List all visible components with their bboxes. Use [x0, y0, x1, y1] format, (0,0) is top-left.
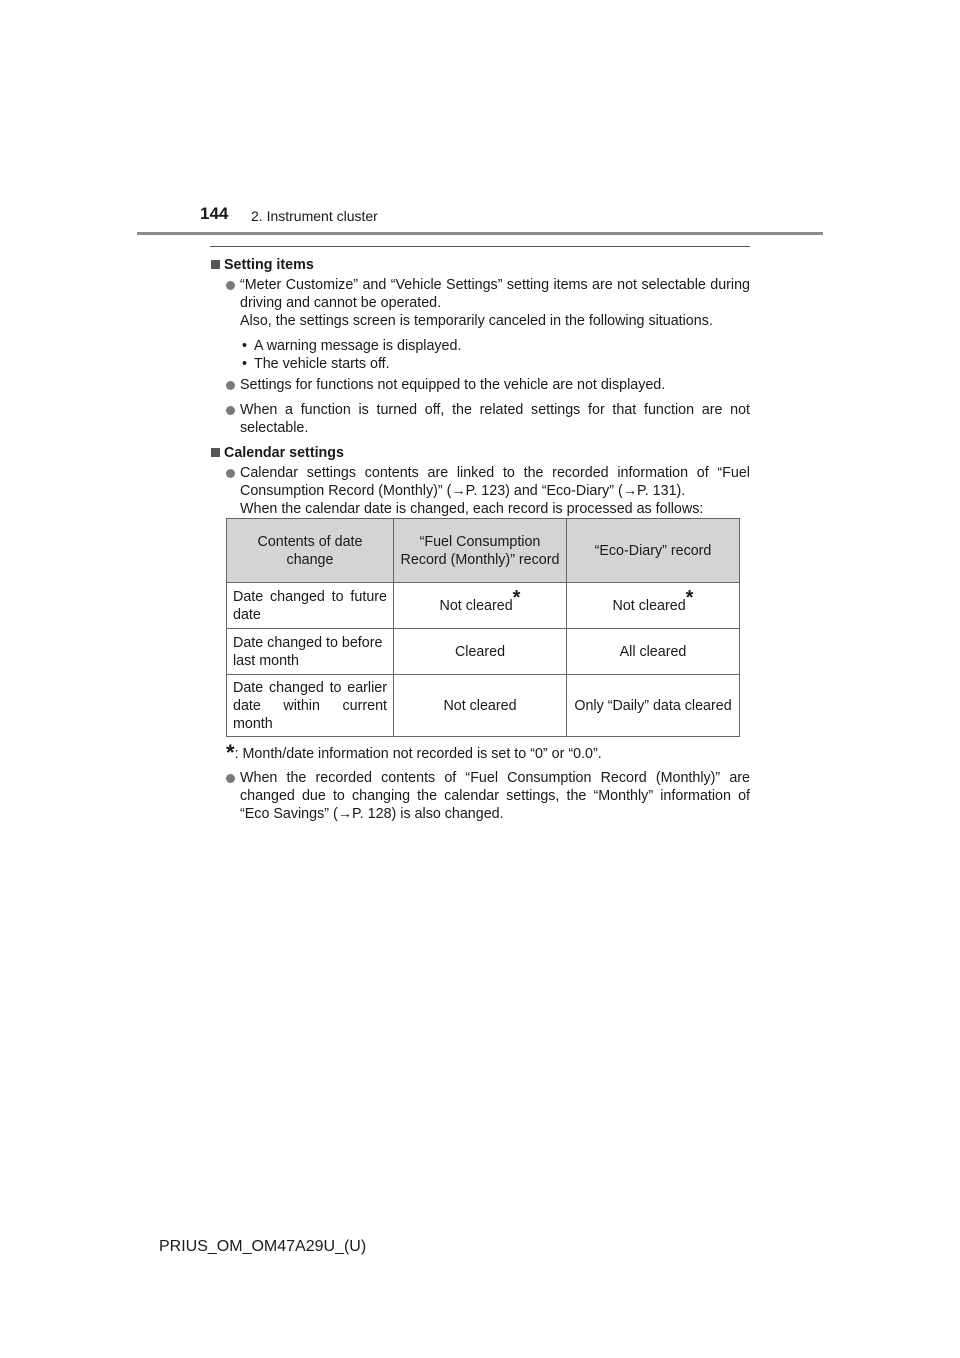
after-table-content: [210, 740, 750, 826]
circle-bullet-icon: [226, 381, 235, 390]
bullet-item: [210, 464, 750, 518]
bullet-text: When the recorded contents of “Fuel Consumption Record (Monthly)” are changed due to changing the calendar settings, the “Monthly” information of “Eco Savings” (→P. 128) is also changed.: [240, 770, 750, 822]
bullet-item: [210, 376, 750, 394]
main-content: [210, 256, 750, 521]
document-code: PRIUS_OM_OM47A29U_(U): [159, 1238, 367, 1255]
table-cell: Not cleared*: [394, 583, 567, 629]
sub-list-item: [210, 355, 750, 373]
heading-text: Setting items: [224, 257, 314, 273]
asterisk-mark: *: [512, 586, 521, 609]
page-number: 144: [200, 204, 229, 223]
footnote-text: : Month/date information not recorded is set to “0” or “0.0”.: [234, 746, 602, 762]
arrow-icon: →: [622, 483, 638, 499]
square-bullet-icon: [211, 260, 220, 269]
footnote: [226, 740, 750, 765]
bullet-item: [210, 276, 750, 330]
page-reference: P. 131: [637, 483, 677, 499]
circle-bullet-icon: [226, 469, 235, 478]
square-bullet-icon: [211, 448, 220, 457]
bullet-text: When the calendar date is changed, each record is processed as follows:: [240, 501, 704, 517]
header-divider: [137, 232, 823, 235]
table-cell: Not cleared: [394, 675, 567, 737]
table-header-cell: “Eco-Diary” record: [567, 519, 740, 583]
circle-bullet-icon: [226, 281, 235, 290]
table-cell: Only “Daily” data cleared: [567, 675, 740, 737]
bullet-item: [210, 401, 750, 437]
arrow-icon: →: [337, 806, 353, 822]
table-row: [227, 675, 740, 737]
circle-bullet-icon: [226, 774, 235, 783]
chapter-title: 2. Instrument cluster: [251, 208, 378, 224]
bullet-item: [210, 769, 750, 823]
bullet-text: Calendar settings contents are linked to the recorded information of “Fuel Consumption Record (Monthly)” (→P. 123) and “Eco-Diary” (→P. 131).: [240, 465, 750, 499]
bullet-text: Settings for functions not equipped to the vehicle are not displayed.: [240, 377, 666, 393]
page-reference: P. 123: [465, 483, 506, 499]
table-cell: Date changed to future date: [227, 583, 394, 629]
bullet-text: When a function is turned off, the related settings for that function are not selectable.: [240, 402, 750, 436]
table-cell: All cleared: [567, 629, 740, 675]
dot-bullet-icon: •: [242, 338, 248, 354]
bullet-text: Also, the settings screen is temporarily canceled in the following situations.: [240, 313, 713, 329]
table-row: [227, 583, 740, 629]
asterisk-mark: *: [685, 586, 694, 609]
sub-item-text: A warning message is displayed.: [254, 338, 462, 354]
heading-text: Calendar settings: [224, 445, 344, 461]
section-heading-setting-items: [210, 256, 750, 274]
circle-bullet-icon: [226, 406, 235, 415]
table-cell: Date changed to before last month: [227, 629, 394, 675]
dot-bullet-icon: •: [242, 356, 248, 372]
table-row: [227, 629, 740, 675]
table-cell: Not cleared*: [567, 583, 740, 629]
table-cell: Cleared: [394, 629, 567, 675]
sub-item-text: The vehicle starts off.: [254, 356, 390, 372]
table-header-cell: “Fuel Consumption Record (Monthly)” record: [394, 519, 567, 583]
calendar-change-table: [226, 518, 740, 737]
arrow-icon: →: [451, 483, 466, 499]
footnote-marker: *: [226, 740, 235, 765]
table-header-cell: Contents of date change: [227, 519, 394, 583]
section-heading-calendar-settings: [210, 444, 750, 462]
table-cell: Date changed to earlier date within current month: [227, 675, 394, 737]
section-divider: [210, 246, 750, 247]
sub-list-item: [210, 337, 750, 355]
page-reference: P. 128: [352, 806, 392, 822]
table-header-row: [227, 519, 740, 583]
bullet-text: “Meter Customize” and “Vehicle Settings” setting items are not selectable during driving and cannot be operated.: [240, 277, 750, 311]
